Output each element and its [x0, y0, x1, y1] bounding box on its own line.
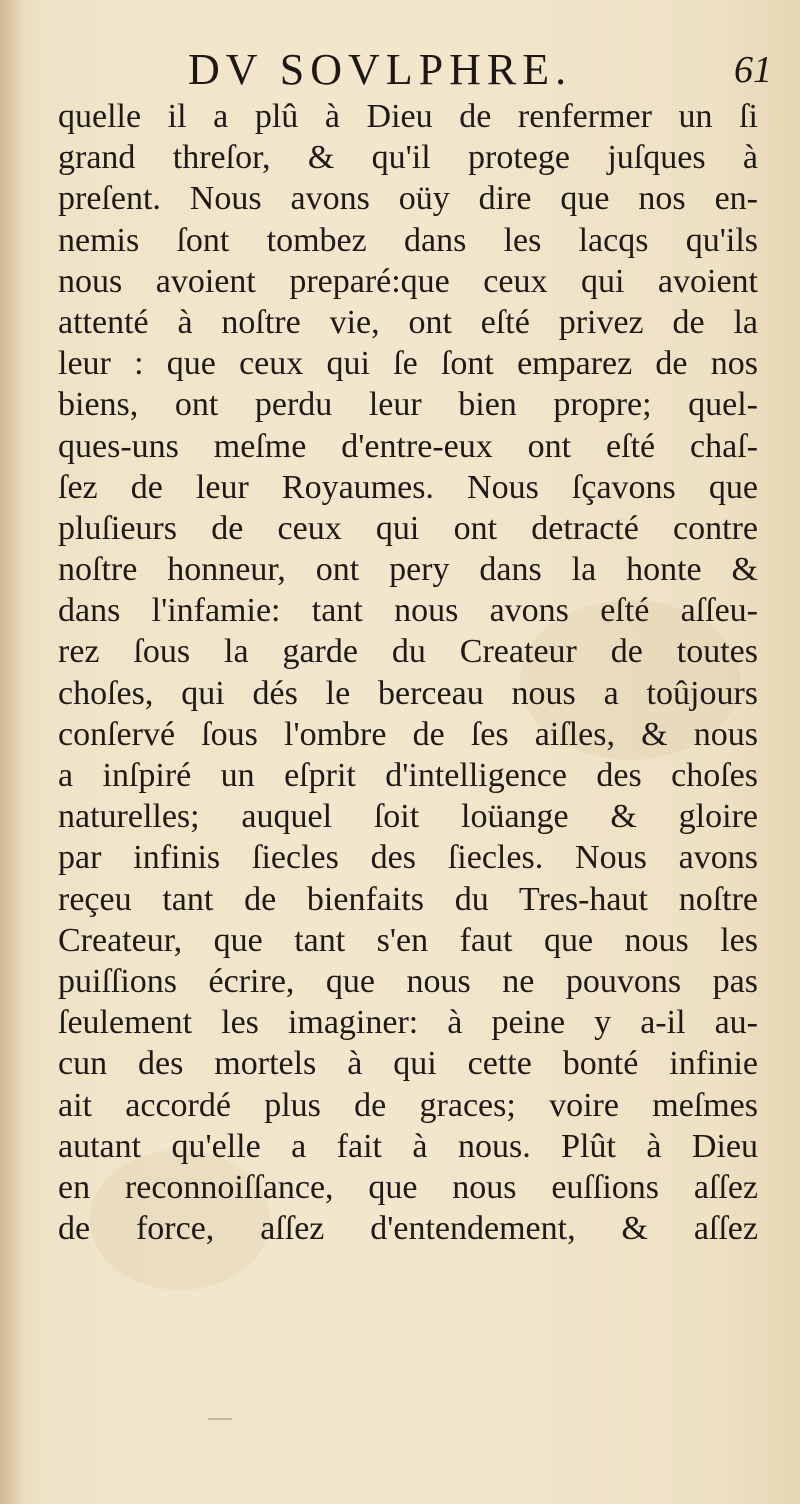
text-line: preſent. Nous avons oüy dire que nos en-: [58, 180, 758, 218]
text-line: ait accordé plus de graces; voire meſmes: [58, 1086, 758, 1124]
text-line: rez ſous la garde du Createur de toutes: [58, 633, 758, 671]
text-line: par infinis ſiecles des ſiecles. Nous avons: [58, 839, 758, 877]
text-line: ſez de leur Royaumes. Nous ſçavons que: [58, 468, 758, 506]
page-gutter-shadow: [0, 0, 24, 1504]
page-number: 61: [734, 49, 772, 91]
ink-mark: [208, 1418, 232, 1420]
text-line: nemis ſont tombez dans les lacqs qu'ils: [58, 221, 758, 259]
text-line: ſeulement les imaginer: à peine y a-il au-: [58, 1004, 758, 1042]
text-line: a inſpiré un eſprit d'intelligence des choſes: [58, 757, 758, 794]
text-line: choſes, qui dés le berceau nous a toûjours: [58, 674, 758, 712]
text-line: leur : que ceux qui ſe ſont emparez de nos: [58, 345, 758, 383]
text-line: dans l'infamie: tant nous avons eſté aſſeu-: [58, 592, 758, 630]
text-line: pluſieurs de ceux qui ont detracté contre: [58, 509, 758, 547]
text-line: autant qu'elle a fait à nous. Plût à Dieu: [58, 1127, 758, 1165]
text-line: attenté à noſtre vie, ont eſté privez de la: [58, 303, 758, 341]
text-line: cun des mortels à qui cette bonté infinie: [58, 1045, 758, 1083]
text-line: nous avoient preparé:que ceux qui avoient: [58, 262, 758, 300]
text-line: de force, aſſez d'entendement, & aſſez: [58, 1210, 758, 1248]
text-line: ques-uns meſme d'entre-eux ont eſté chaſ-: [58, 427, 758, 465]
text-line: reçeu tant de bienfaits du Tres-haut noſtre: [58, 880, 758, 918]
text-line: grand threſor, & qu'il protege juſques à: [58, 139, 758, 177]
text-line: quelle il a plû à Dieu de renfermer un ſi: [58, 98, 758, 135]
text-line: conſervé ſous l'ombre de ſes aiſles, & nous: [58, 715, 758, 753]
text-line: Createur, que tant s'en faut que nous les: [58, 921, 758, 959]
text-line: puiſſions écrire, que nous ne pouvons pas: [58, 962, 758, 1000]
text-line: naturelles; auquel ſoit loüange & gloire: [58, 798, 758, 836]
body-text: [58, 96, 758, 1249]
text-line: biens, ont perdu leur bien propre; quel-: [58, 386, 758, 424]
text-line: en reconnoiſſance, que nous euſſions aſſez: [58, 1168, 758, 1206]
text-line: noſtre honneur, ont pery dans la honte &: [58, 551, 758, 589]
running-title: DV SOVLPHRE.: [188, 45, 573, 94]
